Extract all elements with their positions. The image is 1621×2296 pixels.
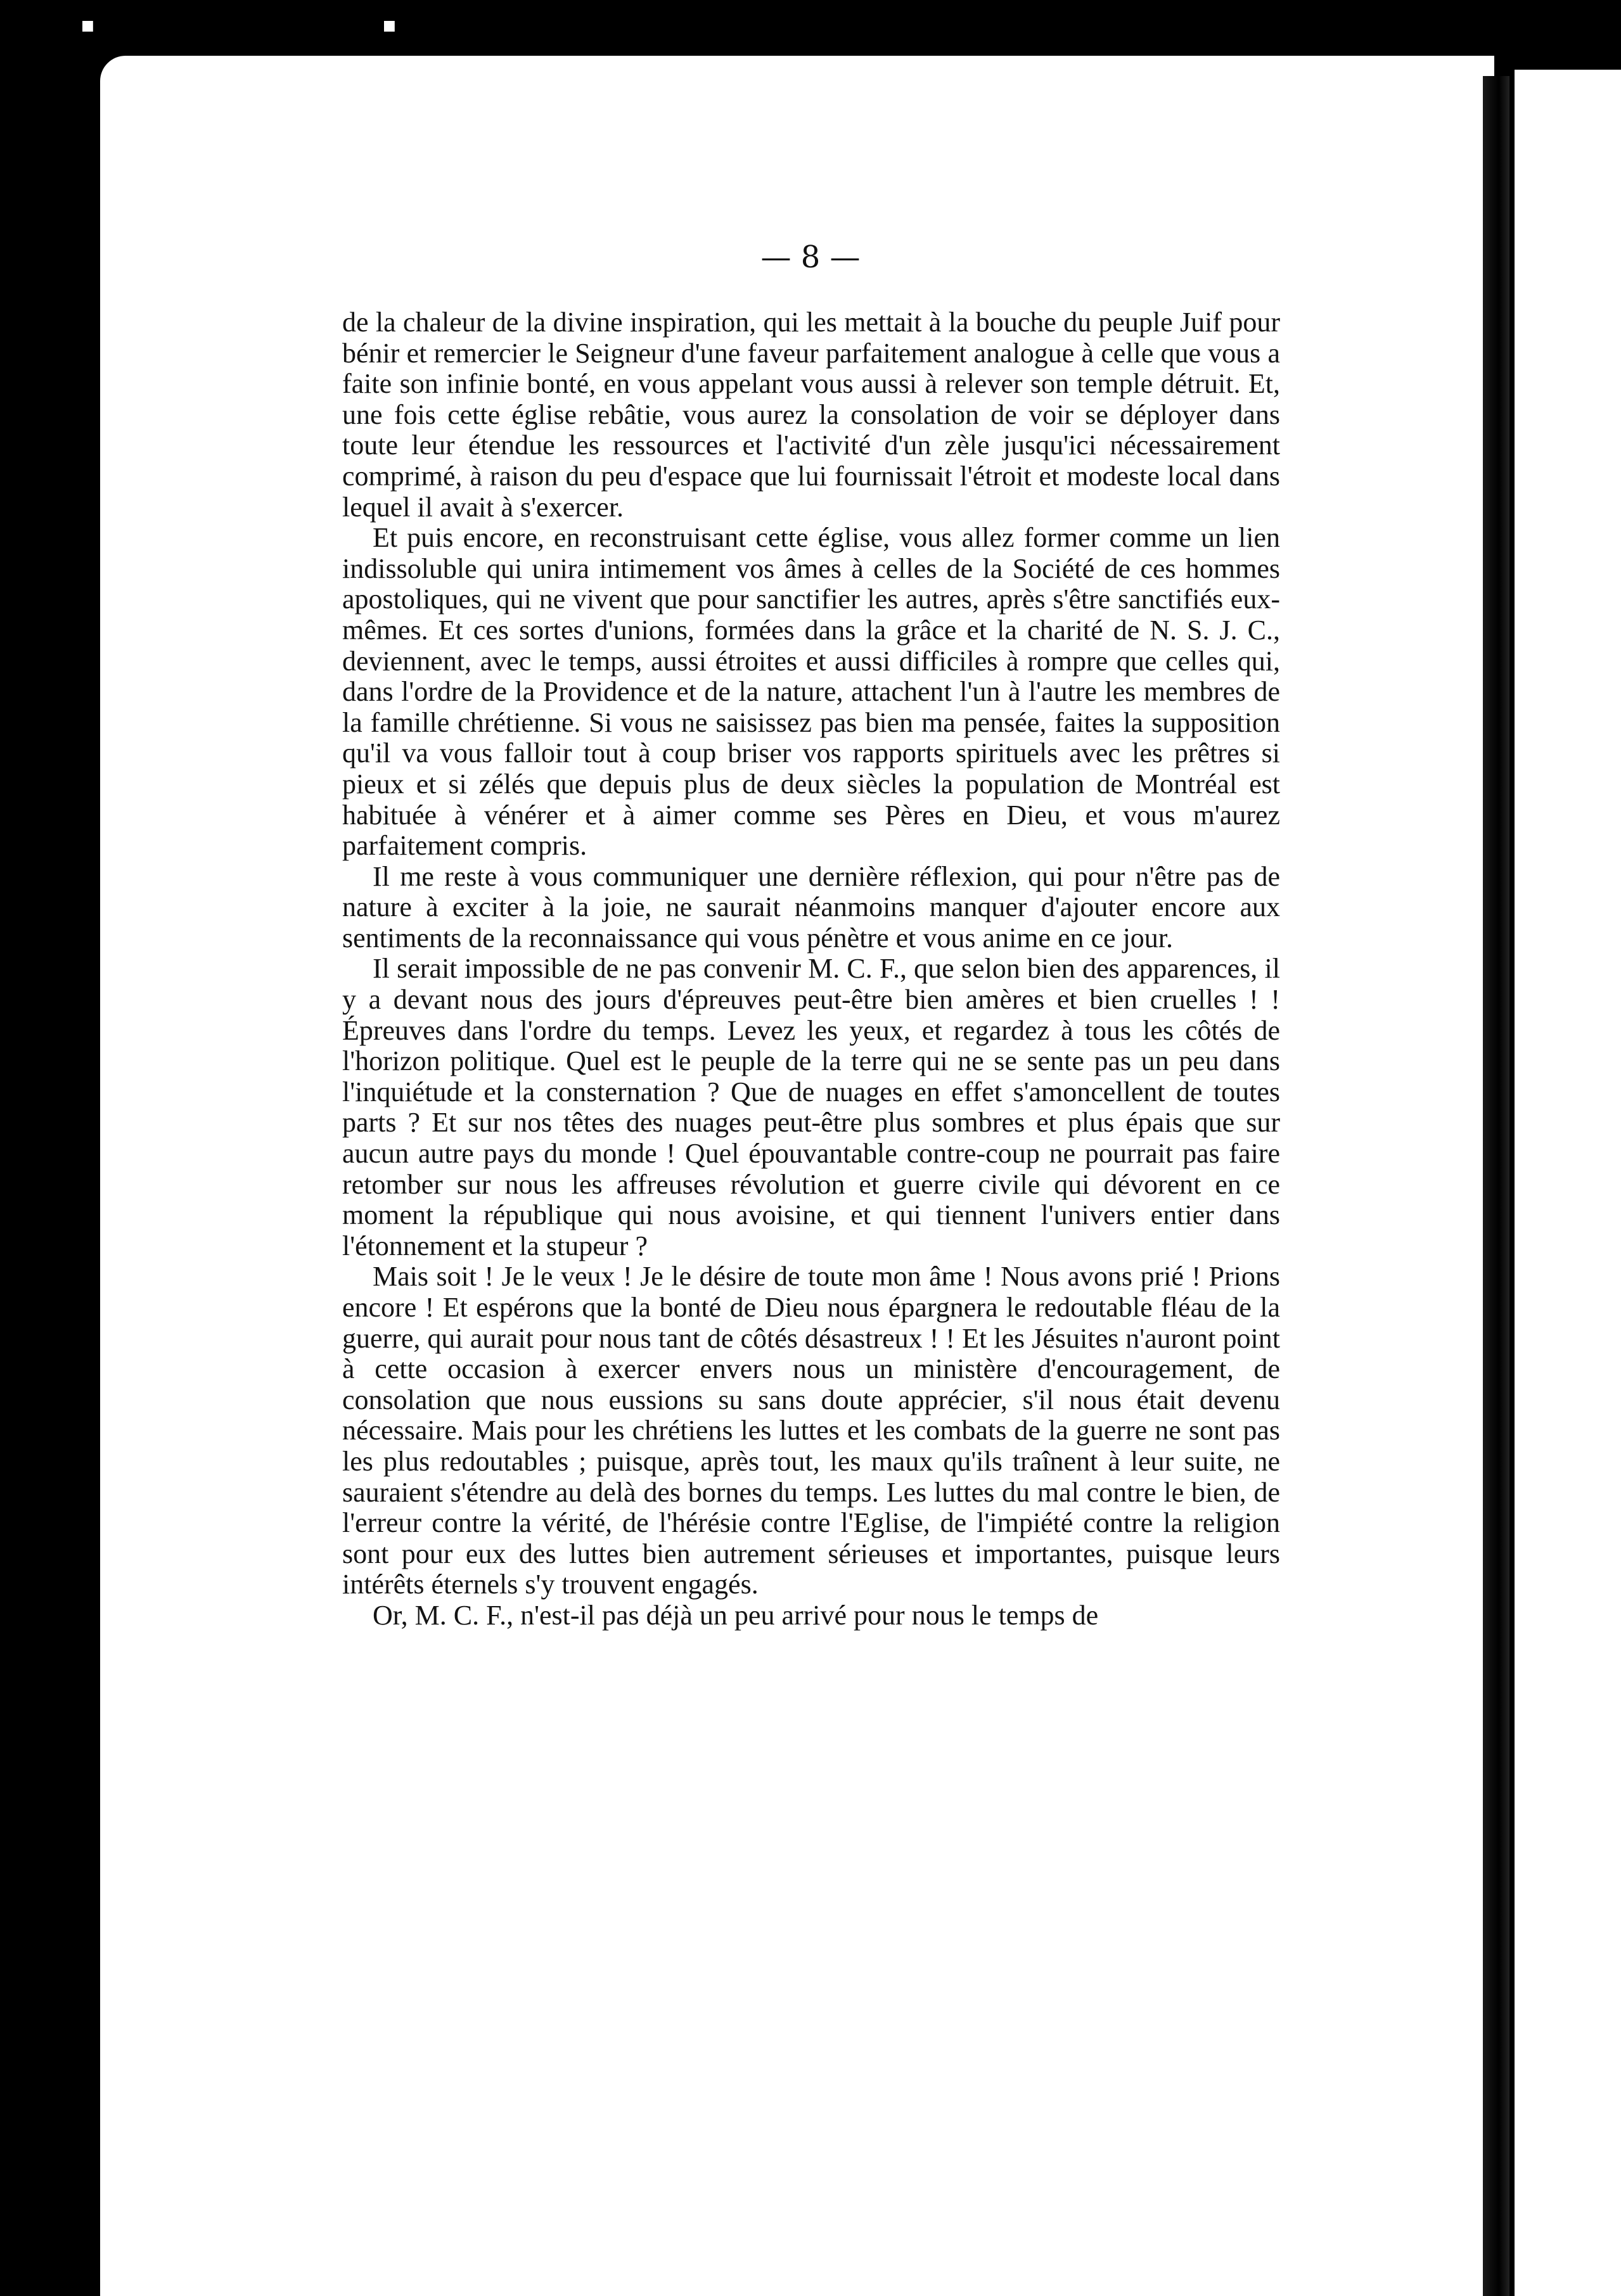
page-number: — 8 — (760, 239, 861, 275)
paragraph: de la chaleur de la divine inspiration, qui les mettait à la bouche du peuple Juif pour bénir et remercier le Seigneur d'une faveur parfaitement analogue à celle que vous a faite son infinie bonté, en vous appelant vous aussi à relever son temple détruit. Et, une fois cette église rebâtie, vous aurez la consolation de voir se déployer dans toute leur étendue les ressources et l'activité d'un zèle jusqu'ici nécessairement comprimé, à raison du peu d'espace que lui fournissait l'étroit et modeste local dans lequel il avait à s'exercer. (342, 307, 1280, 523)
paragraph: Et puis encore, en reconstruisant cette église, vous allez former comme un lien indissoluble qui unira intimement vos âmes à celles de la Société de ces hommes apostoliques, qui ne vivent que pour sanctifier les autres, après s'être sanctifiés eux-mêmes. Et ces sortes d'unions, formées dans la grâce et la charité de N. S. J. C., deviennent, avec le temps, aussi étroites et aussi difficiles à rompre que celles qui, dans l'ordre de la Providence et de la nature, attachent l'un à l'autre les membres de la famille chrétienne. Si vous ne saisissez pas bien ma pensée, faites la supposition qu'il va vous falloir tout à coup briser vos rapports spirituels avec les prêtres si pieux et si zélés que depuis plus de deux siècles la population de Montréal est habituée à vénérer et à aimer comme ses Pères en Dieu, et vous m'aurez parfaitement compris. (342, 522, 1280, 862)
scan-mark-right: ■ (383, 18, 396, 34)
body-text (342, 307, 1280, 1631)
book-spine-shadow (1483, 76, 1509, 2296)
paragraph: Il serait impossible de ne pas convenir M. C. F., que selon bien des apparences, il y a devant nous des jours d'épreuves peut-être bien amères et bien cruelles ! ! Épreuves dans l'ordre du temps. Levez les yeux, et regardez à tous les côtés de l'horizon politique. Quel est le peuple de la terre qui ne se sente pas un peu dans l'inquiétude et la consternation ? Que de nuages en effet s'amoncellent de toutes parts ? Et sur nos têtes des nuages peut-être plus sombres et plus épais que sur aucun autre pays du monde ! Quel épouvantable contre-coup ne pourrait pas faire retomber sur nous les affreuses révolution et guerre civile qui dévorent en ce moment la république qui nous avoisine, et qui tiennent l'univers entier dans l'étonnement et la stupeur ? (342, 953, 1280, 1261)
paragraph: Mais soit ! Je le veux ! Je le désire de toute mon âme ! Nous avons prié ! Prions encore ! Et espérons que la bonté de Dieu nous épargnera le redoutable fléau de la guerre, qui aurait pour nous tant de côtés désastreux ! ! Et les Jésuites n'auront point à cette occasion à exercer envers nous un ministère d'encouragement, de consolation que nous eussions su sans doute apprécier, s'il nous était devenu nécessaire. Mais pour les chrétiens les luttes et les combats de la guerre ne sont pas les plus redoutables ; puisque, après tout, les maux qu'ils traînent à leur suite, ne sauraient s'étendre au delà des bornes du temps. Les luttes du mal contre le bien, de l'erreur contre la vérité, de l'hérésie contre l'Eglise, de l'impiété contre la religion sont pour eux des luttes bien autrement sérieuses et importantes, puisque leurs intérêts éternels s'y trouvent engagés. (342, 1261, 1280, 1600)
adjacent-page-edge (1515, 70, 1621, 2296)
paragraph: Il me reste à vous communiquer une dernière réflexion, qui pour n'être pas de nature à exciter à la joie, ne saurait néanmoins manquer d'ajouter encore aux sentiments de la reconnaissance qui vous pénètre et vous anime en ce jour. (342, 860, 1280, 953)
paragraph: Or, M. C. F., n'est-il pas déjà un peu arrivé pour nous le temps de (373, 1599, 1099, 1631)
scan-mark-left: ■ (81, 18, 94, 34)
